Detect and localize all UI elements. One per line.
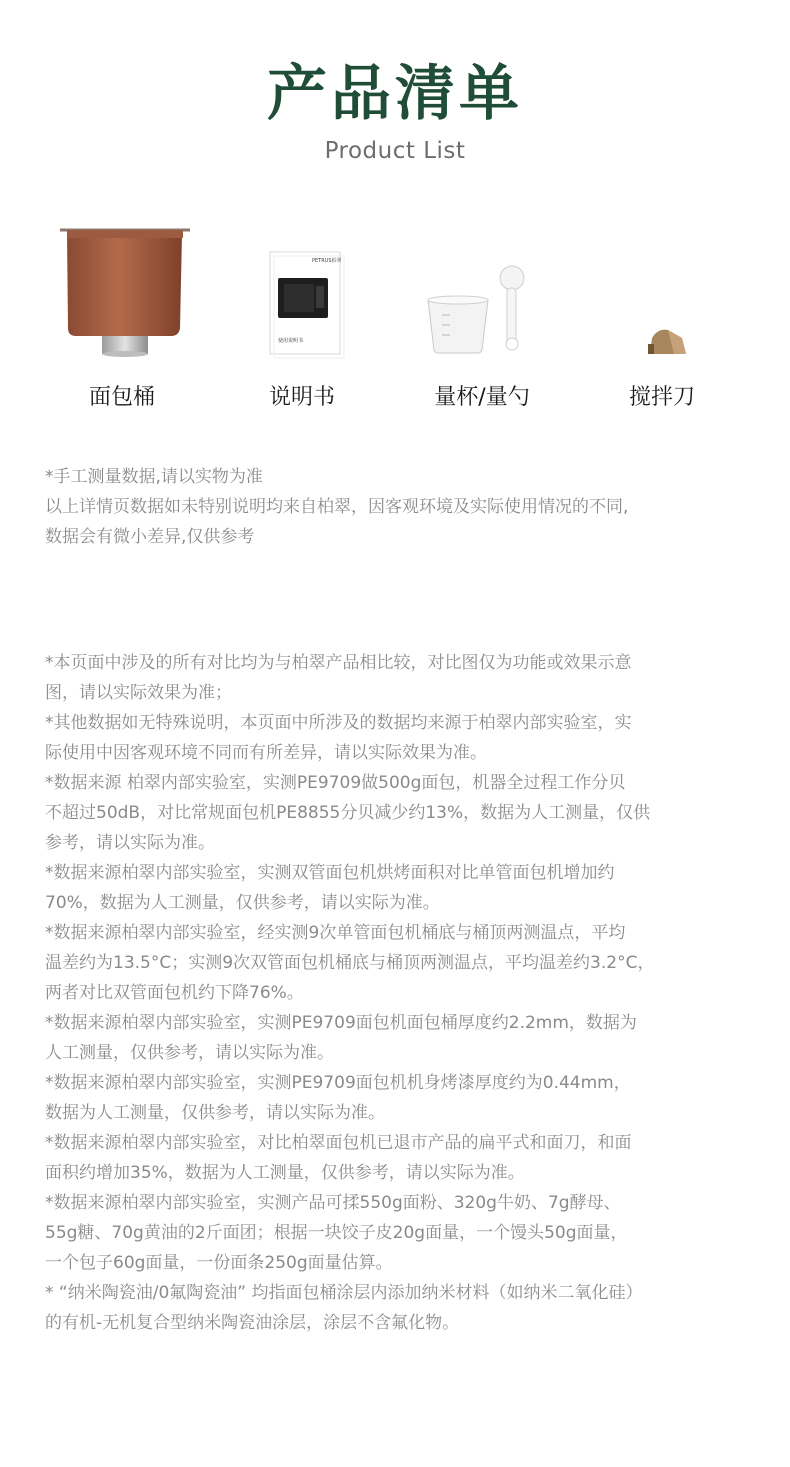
disclaimer-line: *数据来源柏翠内部实验室，经实测9次单管面包机桶底与桶顶两测温点，平均 bbox=[45, 923, 626, 943]
note-line: 数据会有微小差异,仅供参考 bbox=[45, 527, 255, 547]
product-label: 说明书 bbox=[268, 385, 335, 410]
disclaimer-line: *数据来源柏翠内部实验室，实测产品可揉550g面粉、320g牛奶、7g酵母、 bbox=[45, 1193, 621, 1213]
manual-icon bbox=[212, 220, 392, 370]
product-list bbox=[0, 220, 790, 420]
disclaimer-notes bbox=[45, 648, 755, 1338]
disclaimer-line: *数据来源柏翠内部实验室，实测双管面包机烘烤面积对比单管面包机增加约 bbox=[45, 863, 615, 883]
product-item-manual bbox=[212, 220, 392, 420]
disclaimer-line: 55g糖、70g黄油的2斤面团；根据一块饺子皮20g面量，一个馒头50g面量， bbox=[45, 1223, 628, 1243]
bread-bucket-icon bbox=[32, 220, 212, 370]
product-label: 量杯/量勺 bbox=[434, 385, 530, 410]
product-item-measuring-set bbox=[392, 220, 572, 420]
disclaimer-line: *数据来源柏翠内部实验室，实测PE9709面包机机身烤漆厚度约为0.44mm， bbox=[45, 1073, 631, 1093]
disclaimer-line: *其他数据如无特殊说明，本页面中所涉及的数据均来源于柏翠内部实验室，实 bbox=[45, 713, 632, 733]
disclaimer-line: *本页面中涉及的所有对比均为与柏翠产品相比较，对比图仅为功能或效果示意 bbox=[45, 653, 632, 673]
disclaimer-line: 两者对比双管面包机约下降76%。 bbox=[45, 983, 304, 1003]
product-label: 面包桶 bbox=[88, 385, 155, 410]
disclaimer-line: 温差约为13.5°C；实测9次双管面包机桶底与桶顶两测温点，平均温差约3.2°C， bbox=[45, 953, 655, 973]
disclaimer-line: 数据为人工测量，仅供参考，请以实际为准。 bbox=[45, 1103, 385, 1123]
page-title: 产品清单 bbox=[267, 59, 523, 129]
page-subtitle: Product List bbox=[324, 138, 466, 164]
note-line: *手工测量数据,请以实物为准 bbox=[45, 467, 263, 487]
kneading-blade-icon bbox=[572, 220, 752, 370]
measuring-cup-spoon-icon bbox=[392, 220, 572, 370]
product-item-kneading-blade bbox=[572, 220, 752, 420]
disclaimer-line: 参考，请以实际为准。 bbox=[45, 833, 215, 853]
disclaimer-line: 际使用中因客观环境不同而有所差异，请以实际效果为准。 bbox=[45, 743, 487, 763]
note-line: 以上详情页数据如未特别说明均来自柏翠，因客观环境及实际使用情况的不同, bbox=[45, 497, 629, 517]
disclaimer-line: 面积约增加35%，数据为人工测量，仅供参考，请以实际为准。 bbox=[45, 1163, 525, 1183]
disclaimer-line: 不超过50dB，对比常规面包机PE8855分贝减少约13%，数据为人工测量，仅供 bbox=[45, 803, 651, 823]
measurement-notes bbox=[45, 462, 755, 552]
product-label: 搅拌刀 bbox=[628, 385, 695, 410]
disclaimer-line: 图，请以实际效果为准； bbox=[45, 683, 232, 703]
manual-brand-text: PETRUS柏翠 bbox=[312, 258, 342, 264]
disclaimer-line: 的有机-无机复合型纳米陶瓷油涂层，涂层不含氟化物。 bbox=[45, 1313, 460, 1333]
disclaimer-line: 70%，数据为人工测量，仅供参考，请以实际为准。 bbox=[45, 893, 440, 913]
disclaimer-line: *数据来源 柏翠内部实验室，实测PE9709做500g面包，机器全过程工作分贝 bbox=[45, 773, 626, 793]
disclaimer-line: 人工测量，仅供参考，请以实际为准。 bbox=[45, 1043, 334, 1063]
manual-cover-title: 使用说明书 bbox=[278, 338, 304, 344]
disclaimer-line: *数据来源柏翠内部实验室，实测PE9709面包机面包桶厚度约2.2mm，数据为 bbox=[45, 1013, 637, 1033]
disclaimer-line: *数据来源柏翠内部实验室，对比柏翠面包机已退市产品的扁平式和面刀，和面 bbox=[45, 1133, 632, 1153]
product-item-bread-bucket bbox=[32, 220, 212, 420]
disclaimer-line: 一个包子60g面量，一份面条250g面量估算。 bbox=[45, 1253, 393, 1273]
disclaimer-line: * “纳米陶瓷油/0氟陶瓷油” 均指面包桶涂层内添加纳米材料（如纳米二氧化硅） bbox=[45, 1283, 643, 1303]
